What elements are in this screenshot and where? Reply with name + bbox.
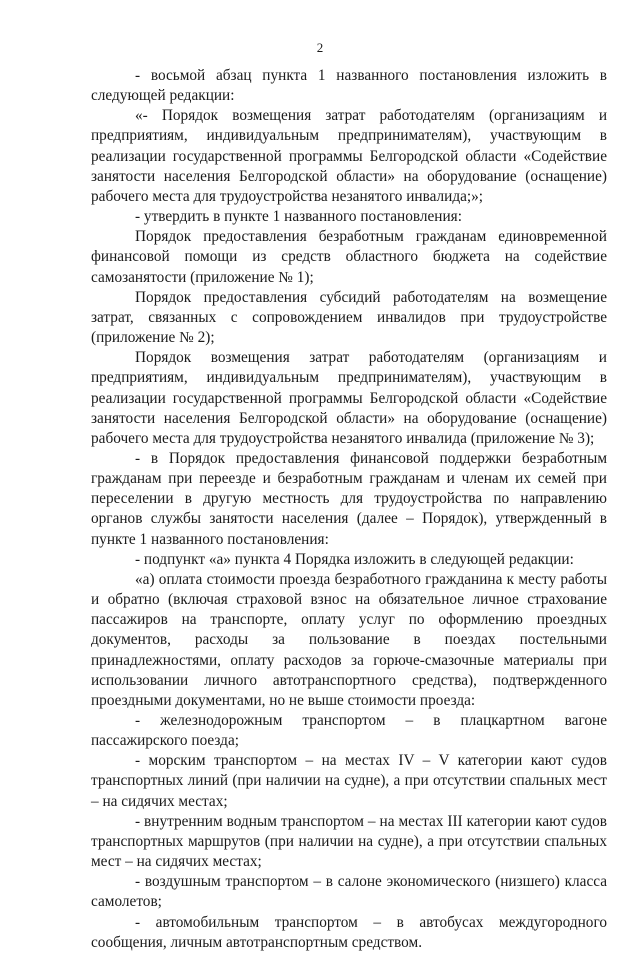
paragraph: - железнодорожным транспортом – в плацкартном вагоне пассажирского поезда; xyxy=(91,712,607,750)
paragraph: - внутренним водным транспортом – на местах III категории кают судов транспортных маршрутов (при наличии на судне), а при отсутствии спальных мест – на сидячих местах; xyxy=(91,812,607,871)
paragraph: Порядок предоставления субсидий работодателям на возмещение затрат, связанных с сопровождением инвалидов при трудоустройстве (приложение № 2); xyxy=(91,288,607,347)
paragraph: Порядок предоставления безработным гражданам единовременной финансовой помощи из средств областного бюджета на содействие самозанятости (приложение № 1); xyxy=(91,228,607,286)
paragraph: - восьмой абзац пункта 1 названного постановления изложить в следующей редакции: xyxy=(91,67,607,105)
document-body xyxy=(91,66,607,953)
paragraph: - воздушным транспортом – в салоне экономического (низшего) класса самолетов; xyxy=(91,873,607,911)
paragraph: «- Порядок возмещения затрат работодателям (организациям и предприятиям, индивидуальным предпринимателям), участвующим в реализации государственной программы Белгородской области «Содействие занятости населения Белгородской области» на оборудование (оснащение) рабочего места для трудоустройства незанятого инвалида;»; xyxy=(91,107,607,205)
paragraph: Порядок возмещения затрат работодателям (организациям и предприятиям, индивидуальным предпринимателям), участвующим в реализации государственной программы Белгородской области «Содействие занятости населения Белгородской области» на оборудование (оснащение) рабочего места для трудоустройства незанятого инвалида (приложение № 3); xyxy=(91,349,607,447)
paragraph: - утвердить в пункте 1 названного постановления: xyxy=(135,208,462,226)
paragraph: - автомобильным транспортом – в автобусах междугородного сообщения, личным автотранспортным средством. xyxy=(91,913,607,951)
paragraph: «а) оплата стоимости проезда безработного гражданина к месту работы и обратно (включая страховой взнос на обязательное личное страхование пассажиров на транспорте, оплату услуг по оформлению проездных документов, расходы за пользование в поездах постельными принадлежностями, оплату расходов за горюче-смазочные материалы при использовании личного автотранспортного средства), подтвержденного проездными документами, но не выше стоимости проезда: xyxy=(91,570,607,709)
paragraph: - морским транспортом – на местах IV – V категории кают судов транспортных линий (при наличии на судне), а при отсутствии спальных мест – на сидячих местах; xyxy=(91,752,607,810)
page-number: 2 xyxy=(316,40,324,55)
paragraph: - в Порядок предоставления финансовой поддержки безработным гражданам при переезде и безработным гражданам и членам их семей при переселении в другую местность для трудоустройства по направлению органов службы занятости населения (далее – Порядок), утвержденный в пункте 1 названного постановления: xyxy=(91,449,607,548)
paragraph: - подпункт «а» пункта 4 Порядка изложить в следующей редакции: xyxy=(135,550,574,568)
